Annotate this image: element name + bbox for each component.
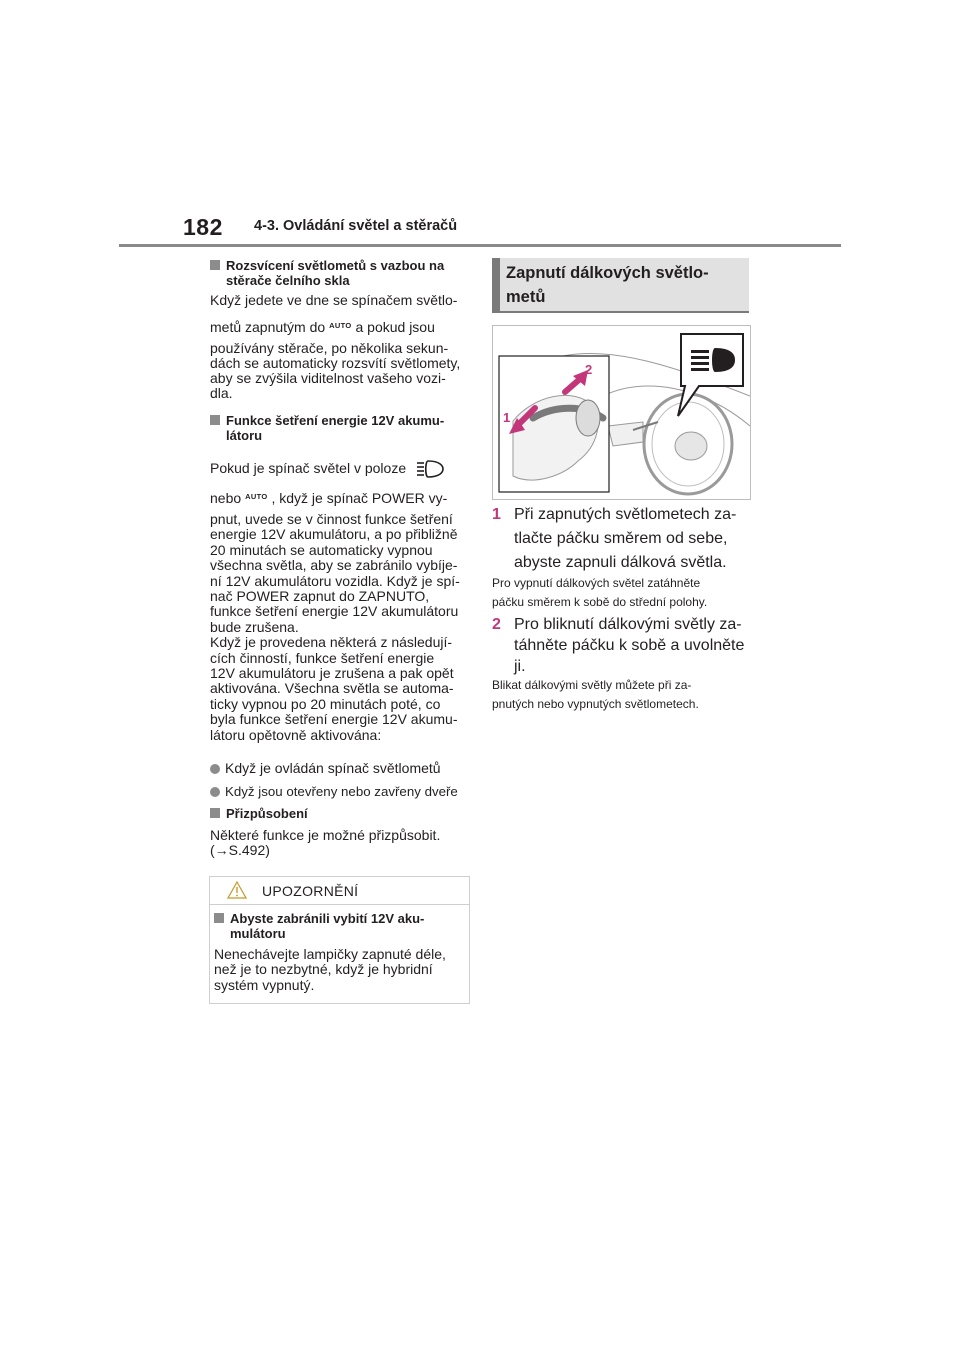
header-rule [119,244,841,247]
square-bullet-icon [210,808,220,818]
list-item: Když jsou otevřeny nebo zavřeny dveře [210,783,458,799]
section-heading-battery-saver: Funkce šetření energie 12V akumu- látoru [210,413,444,443]
section-title: 4-3. Ovládání světel a stěračů [254,218,458,234]
high-beam-heading-box [492,258,749,311]
paragraph-line: dách se automaticky rozsvítí světlomety, [210,355,461,371]
box-title: metů [506,288,546,306]
paragraph-line: Některé funkce je možné přizpůsobit. [210,827,441,843]
paragraph-line: nebo AUTO , když je spínač POWER vy- [210,490,448,506]
step-2-note: Blikat dálkovými světly můžete při za- pnutých nebo vypnutých světlometech. [492,678,699,711]
heading-accent-bar [492,258,500,311]
paragraph-line: metů zapnutým do AUTO a pokud jsou [210,319,435,335]
step-number: 1 [492,506,501,523]
page-number: 182 [183,214,223,240]
section-heading-wiper-lights: Rozsvícení světlometů s vazbou na stěrače čelního skla [210,258,444,288]
paragraph-line: používány stěrače, po několika sekun- [210,340,449,356]
headlight-icon [414,458,446,480]
square-bullet-icon [210,260,220,270]
arrow-label-1: 1 [503,410,511,425]
warning-text: Nenechávejte lampičky zapnuté déle, než je to nezbytné, když je hybridní systém vypnutý. [214,946,446,993]
paragraph-block: pnut, uvede se v činnost funkce šetření energie 12V akumulátoru, a po přibližně 20 minutách se automaticky vypnou všechna světla, aby se zabránilo vybíje- ní 12V akumulátoru vozidla. Když je spí- nač POWER zapnut do ZAPNUTO, funkce šetření energie 12V akumulátoru bude zrušena. Když je provedena některá z následují- cích činností, funkce šetření energie 12V akumulátoru je zrušena a pak opět aktivována. Všechna světla se automa- ticky vypnou po 20 minutách poté, co byla funkce šetření energie 12V akumu- látoru opětovně aktivována: [210,511,460,743]
step-1 [492,504,501,525]
step-number: 2 [492,616,501,633]
step-2 [492,614,501,635]
step-1-text: Při zapnutých světlometech za- tlačte páčku směrem od sebe, abyste zapnuli dálková světla. [514,506,737,571]
high-beam-illustration [492,325,751,500]
warning-box [209,876,470,1004]
box-title: Zapnutí dálkových světlo- [506,264,709,282]
warning-title: UPOZORNĚNÍ [262,883,359,899]
lever-diagram [493,326,750,499]
warning-header [210,877,469,905]
warning-triangle-icon [227,881,247,899]
paragraph-line: Když jedete ve dne se spínačem světlo- [210,292,458,308]
paragraph-line: aby se zvýšila viditelnost vašeho vozi- [210,370,446,386]
square-bullet-icon [214,913,224,923]
auto-icon: AUTO [329,321,352,330]
list-item: Když je ovládán spínač světlometů [210,760,441,776]
heading-underline [492,311,749,313]
round-bullet-icon [210,764,220,774]
warning-heading: Abyste zabránili vybití 12V aku- mulátoru [214,911,424,941]
page-reference-link[interactable]: (→S.492) [210,842,270,858]
auto-icon: AUTO [245,492,268,501]
arrow-label-2: 2 [585,362,593,377]
round-bullet-icon [210,787,220,797]
paragraph-line: Pokud je spínač světel v poloze [210,458,446,480]
square-bullet-icon [210,415,220,425]
step-1-note: Pro vypnutí dálkových světel zatáhněte páčku směrem k sobě do střední polohy. [492,576,708,609]
paragraph-line: dla. [210,385,233,401]
step-2-text: Pro bliknutí dálkovými světly za- táhněte páčku k sobě a uvolněte ji. [514,616,745,675]
section-heading-customization: Přizpůsobení [210,806,308,821]
